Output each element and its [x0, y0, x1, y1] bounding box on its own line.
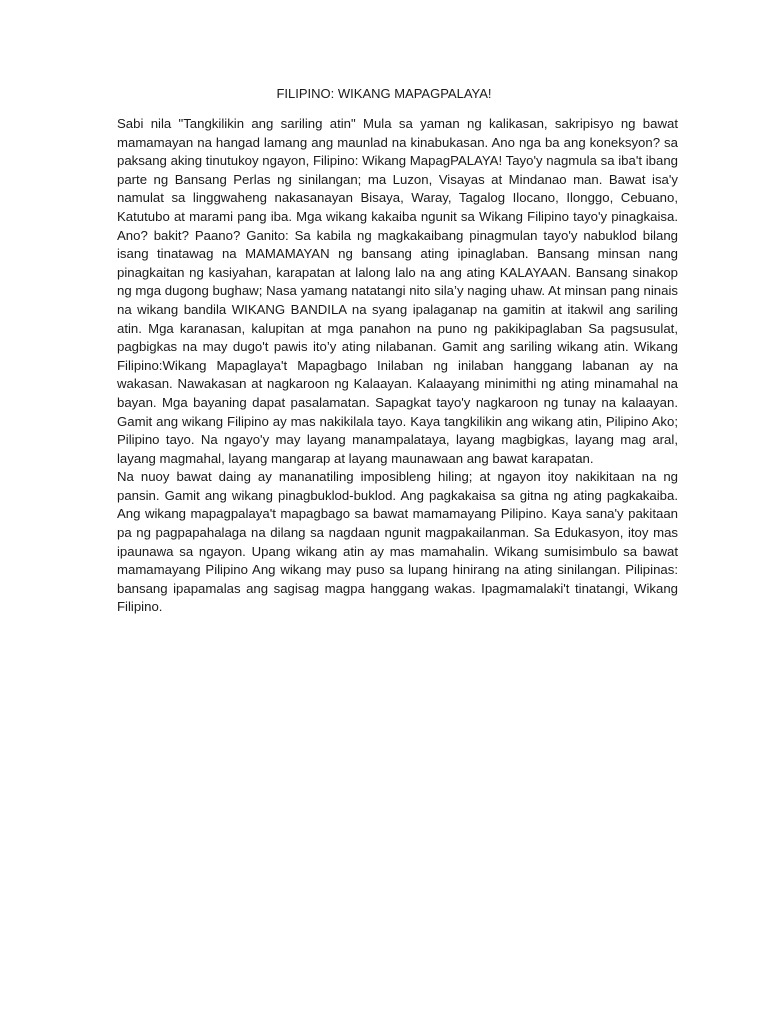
document-body: Sabi nila "Tangkilikin ang sariling atin" Mula sa yaman ng kalikasan, sakripisyo ng bawat mamamayan na hangad lamang ang maunlad na kinabukasan. Ano nga ba ang koneksyon? sa paksang aking tinutukoy ngayon, Filipino: Wikang MapagPALAYA! Tayo'y nagmula sa iba't ibang parte ng Bansang Perlas ng sinilangan; ma Luzon, Visayas at Mindanao man. Bawat isa'y namulat sa linggwaheng nakasanayan Bisaya, Waray, Tagalog Ilocano, Ilonggo, Cebuano, Katutubo at marami pang iba. Mga wikang kakaiba ngunit sa Wikang Filipino tayo'y pinagkaisa. Ano? bakit? Paano? Ganito: Sa kabila ng magkakaibang pinagmulan tayo'y nabuklod bilang isang tinatawag na MAMAMAYAN ng bansang ating ipinaglaban. Bansang minsan nang pinagkaitan ng kasiyahan, karapatan at lalong lalo na ang ating KALAYAAN. Bansang sinakop ng mga dugong bughaw; Nasa yamang natatangi nito sila’y naging uhaw. At minsan pang ninais na wikang bandila WIKANG BANDILA na syang ipalaganap na gamitin at itakwil ang sariling atin. Mga karanasan, kalupitan at mga panahon na puno ng pakikipaglaban Sa pagsusulat, pagbigkas na may dugo't pawis ito’y ating nilabanan. Gamit ang sariling wikang atin. Wikang Filipino:Wikang Mapaglaya't Mapagbago Inilaban ng inilaban hanggang labanan ay na wakasan. Nawakasan at nagkaroon ng Kalaayan. Kalaayang minimithi ng ating minamahal na bayan. Mga bayaning dapat pasalamatan. Sapagkat tayo'y nagkaroon ng tunay na kalaayan. Gamit ang wikang Filipino ay mas nakikilala tayo. Kaya tangkilikin ang wikang atin, Pilipino Ako; Pilipino tayo. Na ngayo'y may layang manampalataya, layang magbigkas, layang mag aral, layang magmahal, layang mangarap at layang maunawaan ang bawat karapatan. Na nuoy bawat daing ay mananatiling imposibleng hiling; at ngayon itoy nakikitaan na ng pansin. Gamit ang wikang pinagbuklod-buklod. Ang pagkakaisa sa gitna ng ating pagkakaiba. Ang wikang mapagpalaya't mapagbago sa bawat mamamayang Pilipino. Kaya sana'y pakitaan pa ng pagpapahalaga na dilang sa nagdaan ngunit magpakailanman. Sa Edukasyon, itoy mas ipaunawa sa ngayon. Upang wikang atin ay mas mamahalin. Wikang sumisimbulo sa bawat mamamayang Pilipino Ang wikang may puso sa lupang hinirang na ating sinilangan. Pilipinas: bansang ipapamalas ang sagisag magpa hanggang wakas. Ipagmamalaki't tinatangi, Wikang Filipino. — [117, 116, 678, 615]
document-title: FILIPINO: WIKANG MAPAGPALAYA! — [276, 86, 492, 101]
